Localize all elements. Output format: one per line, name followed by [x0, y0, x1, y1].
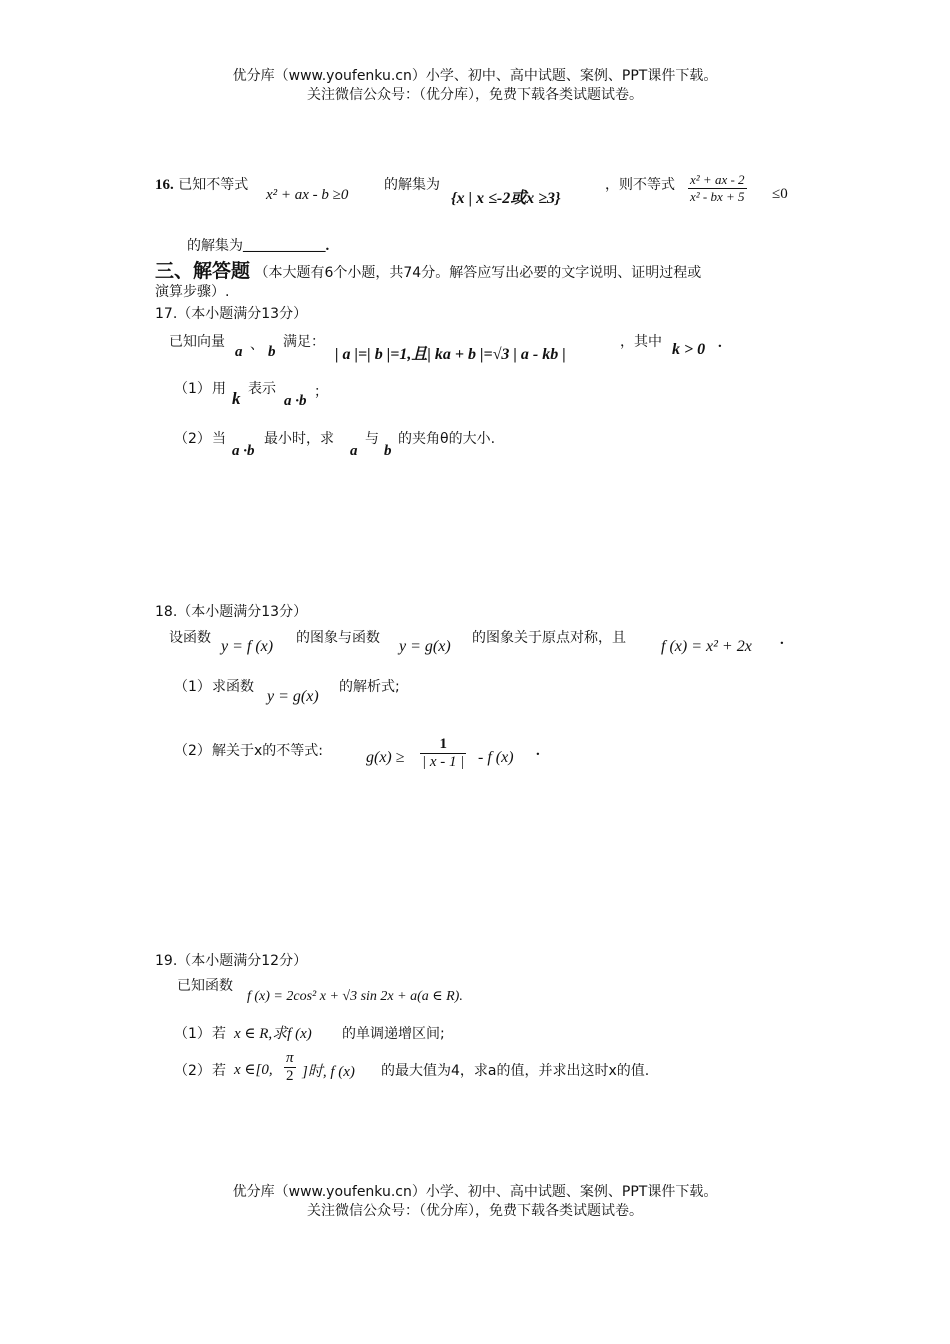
q19-part1-expr: x ∈ R,求f (x) — [234, 1026, 312, 1042]
q18-expr-3: f (x) = x² + 2x — [661, 638, 752, 655]
q16-denominator: x² - bx + 5 — [690, 189, 745, 204]
q19-function: f (x) = 2cos² x + √3 sin 2x + a(a ∈ R). — [247, 989, 463, 1004]
q18-fraction-denominator: | x - 1 | — [422, 754, 465, 770]
q16-text-4: 的解集为 — [187, 238, 243, 254]
q18-part1-end: 的解析式; — [339, 679, 400, 695]
q17-part2-text-2: 最小时，求 — [264, 431, 334, 447]
page-header-line2: 关注微信公众号：（优分库），免费下载各类试题试卷。 — [307, 87, 643, 103]
q17-k-condition: k > 0 — [672, 341, 706, 358]
section-title: 三、解答题 — [155, 260, 251, 282]
q17-part2-dot-product: a ·b — [232, 443, 255, 459]
q18-part2-period: . — [536, 743, 540, 759]
q17-part2-text-1: 当 — [212, 431, 226, 447]
q19-part2-label: （2） — [174, 1063, 211, 1079]
q17-period: . — [718, 335, 722, 351]
q18-period: . — [780, 632, 784, 648]
q16-text-1: 已知不等式 — [178, 177, 249, 193]
q18-expr-1: y = f (x) — [221, 638, 274, 655]
q17-part1-k: k — [232, 389, 241, 408]
section-description-2: 演算步骤）. — [155, 284, 230, 300]
q19-part1-label: （1） — [174, 1026, 211, 1042]
q18-text-3: 的图象关于原点对称，且 — [472, 630, 626, 646]
q16-line-2 — [187, 235, 329, 255]
q18-part2-rhs: - f (x) — [478, 749, 514, 766]
page-footer-line2: 关注微信公众号：（优分库），免费下载各类试题试卷。 — [307, 1203, 643, 1219]
q16-fraction — [688, 172, 747, 205]
question-18-title: 18.（本小题满分13分） — [155, 604, 308, 620]
q18-fraction-numerator: 1 — [420, 736, 466, 754]
q18-text-2: 的图象与函数 — [296, 630, 380, 646]
q17-part1-text-2: 表示 — [248, 381, 276, 397]
q17-text-3: ，其中 — [620, 334, 662, 350]
q16-solution-set: {x | x ≤-2或x ≥3} — [451, 190, 561, 207]
q16-relation: ≤0 — [772, 186, 788, 202]
answer-blank: ___________. — [243, 238, 330, 254]
question-16 — [155, 174, 248, 194]
q19-part1-end: 的单调递增区间; — [342, 1026, 445, 1042]
q18-part1-text: 求函数 — [212, 679, 254, 695]
q17-condition: | a |=| b |=1,且| ka + b |=√3 | a - kb | — [335, 346, 566, 363]
q16-text-2: 的解集为 — [384, 177, 440, 193]
q18-part2-lhs: g(x) ≥ — [366, 749, 405, 766]
q18-text-1: 设函数 — [169, 630, 211, 646]
q19-part2-expr-2: ]时, f (x) — [302, 1064, 355, 1080]
q17-text-1: 已知向量 — [169, 334, 225, 350]
q17-part1-dot-product: a ·b — [284, 393, 307, 409]
q17-part2-label: （2） — [174, 431, 211, 447]
q16-inequality: x² + ax - b ≥0 — [266, 187, 349, 203]
q17-part1-label: （1） — [174, 381, 211, 397]
q17-part2-vector-a: a — [350, 443, 358, 459]
page-header-line1: 优分库（www.youfenku.cn）小学、初中、高中试题、案例、PPT课件下载。 — [232, 68, 718, 84]
q18-part1-expr: y = g(x) — [267, 688, 319, 705]
section-3-heading — [155, 256, 701, 283]
q18-part2-text: 解关于x的不等式: — [212, 743, 324, 759]
q17-text-2: 满足： — [283, 334, 325, 350]
q19-fraction-denominator: 2 — [286, 1068, 294, 1084]
question-19-title: 19.（本小题满分12分） — [155, 953, 308, 969]
q19-part2-expr-1: x ∈[0, — [234, 1062, 273, 1078]
q18-part2-label: （2） — [174, 743, 211, 759]
q19-fraction-numerator: π — [286, 1050, 294, 1066]
vector-b: b — [268, 344, 276, 360]
question-number: 16. — [155, 177, 174, 193]
q19-part2-fraction — [284, 1050, 296, 1085]
q17-part1-text-1: 用 — [212, 381, 226, 397]
q19-part1-text: 若 — [212, 1026, 226, 1042]
q16-numerator: x² + ax - 2 — [690, 172, 745, 187]
section-description: （本大题有6个小题，共74分。解答应写出必要的文字说明、证明过程或 — [254, 265, 702, 281]
q17-part1-end: ； — [314, 384, 328, 400]
q18-expr-2: y = g(x) — [399, 638, 451, 655]
q17-part2-text-3: 与 — [365, 431, 379, 447]
q19-part2-text: 若 — [212, 1063, 226, 1079]
q19-text-1: 已知函数 — [177, 978, 233, 994]
q19-part2-text-2: 的最大值为4，求a的值，并求出这时x的值. — [381, 1063, 650, 1079]
q17-part2-vector-b: b — [384, 443, 392, 459]
question-17-title: 17.（本小题满分13分） — [155, 306, 308, 322]
q18-part2-fraction — [420, 736, 466, 771]
q17-part2-text-4: 的夹角θ的大小. — [398, 431, 496, 447]
q16-text-3: ，则不等式 — [605, 177, 675, 193]
page-footer-line1: 优分库（www.youfenku.cn）小学、初中、高中试题、案例、PPT课件下载。 — [232, 1184, 718, 1200]
vector-a: a — [235, 344, 243, 360]
q18-part1-label: （1） — [174, 679, 211, 695]
q17-separator: 、 — [250, 337, 264, 353]
